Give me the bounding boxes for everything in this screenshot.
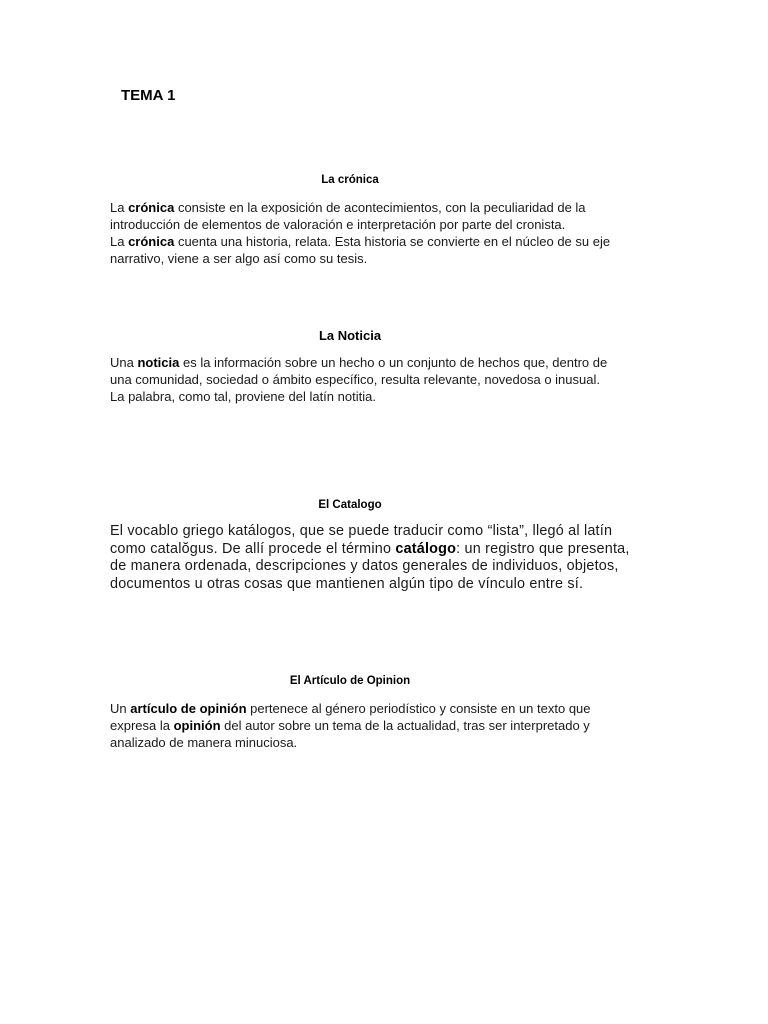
line: una comunidad, sociedad o ámbito específico, resulta relevante, novedosa o inusual. <box>110 372 600 387</box>
page-title: TEMA 1 <box>121 87 176 104</box>
line: La palabra, como tal, proviene del latín notitia. <box>110 389 376 404</box>
line: expresa la opinión del autor sobre un tema de la actualidad, tras ser interpretado y <box>110 718 590 733</box>
line: La crónica cuenta una historia, relata. Esta historia se convierte en el núcleo de su eje <box>110 234 611 249</box>
line: documentos u otras cosas que mantienen algún tipo de vínculo entre sí. <box>110 575 584 592</box>
section-heading-cronica: La crónica <box>321 174 379 186</box>
section-body-catalogo <box>110 523 670 593</box>
section-heading-catalogo: El Catalogo <box>318 499 382 511</box>
line: introducción de elementos de valoración e interpretación por parte del cronista. <box>110 217 566 232</box>
line: como catalŏgus. De allí procede el término catálogo: un registro que presenta, <box>110 540 630 557</box>
line: Una noticia es la información sobre un hecho o un conjunto de hechos que, dentro de <box>110 355 608 370</box>
line: narrativo, viene a ser algo así como su tesis. <box>110 251 368 266</box>
line: El vocablo griego katálogos, que se puede traducir como “lista”, llegó al latín <box>110 523 613 539</box>
line: analizado de manera minuciosa. <box>110 735 298 750</box>
section-body-cronica <box>110 199 650 267</box>
line: La crónica consiste en la exposición de acontecimientos, con la peculiaridad de la <box>110 200 586 215</box>
section-heading-noticia: La Noticia <box>318 328 382 343</box>
section-body-articulo-opinion <box>110 700 650 751</box>
section-heading-articulo-opinion: El Artículo de Opinion <box>289 675 411 687</box>
line: Un artículo de opinión pertenece al género periodístico y consiste en un texto que <box>110 701 591 716</box>
section-body-noticia <box>110 354 650 405</box>
line: de manera ordenada, descripciones y datos generales de individuos, objetos, <box>110 558 619 574</box>
